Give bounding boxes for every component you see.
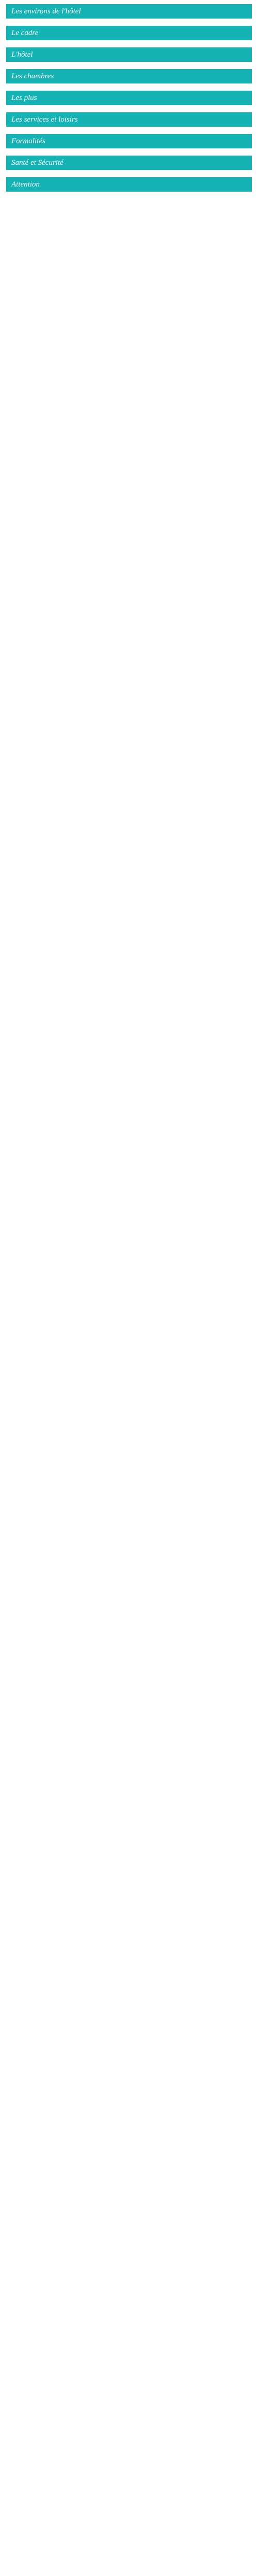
section-cadre (6, 26, 252, 40)
section-sante-securite (6, 156, 252, 170)
section-title: Les services et loisirs (6, 112, 252, 127)
section-title: Le cadre (6, 26, 252, 40)
section-title: Formalités (6, 134, 252, 148)
section-environs (6, 4, 252, 19)
section-title: Les plus (6, 91, 252, 105)
section-title: Santé et Sécurité (6, 156, 252, 170)
section-formalites (6, 134, 252, 148)
section-services-loisirs (6, 112, 252, 127)
section-title: Les environs de l'hôtel (6, 4, 252, 19)
section-title: L'hôtel (6, 47, 252, 62)
section-chambres (6, 69, 252, 83)
section-plus (6, 91, 252, 105)
section-title: Les chambres (6, 69, 252, 83)
section-attention (6, 177, 252, 192)
section-hotel (6, 47, 252, 62)
section-title: Attention (6, 177, 252, 192)
